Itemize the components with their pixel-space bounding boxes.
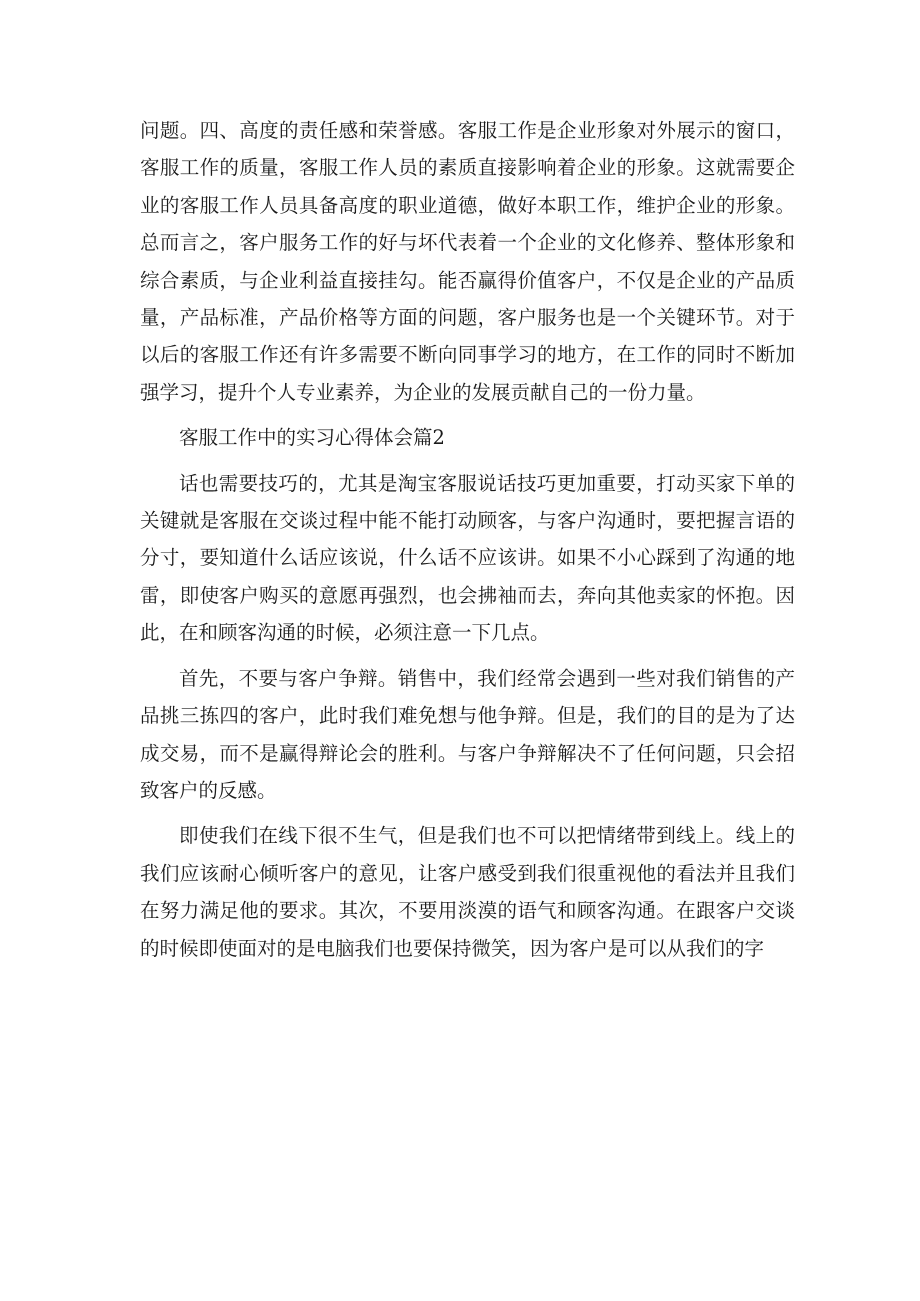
paragraph-intro: 话也需要技巧的，尤其是淘宝客服说话技巧更加重要，打动买家下单的关键就是客服在交谈过程中能不能打动顾客，与客户沟通时，要把握言语的分寸，要知道什么话应该说，什么话不应该讲。如果不小心踩到了沟通的地雷，即使客户购买的意愿再强烈，也会拂袖而去，奔向其他卖家的怀抱。因此，在和顾客沟通的时候，必须注意一下几点。 — [140, 471, 795, 645]
paragraph-first-point: 首先，不要与客户争辩。销售中，我们经常会遇到一些对我们销售的产品挑三拣四的客户，此时我们难免想与他争辩。但是，我们的目的是为了达成交易，而不是赢得辩论会的胜利。与客户争辩解决不了任何问题，只会招致客户的反感。 — [140, 666, 795, 802]
document-body — [140, 112, 795, 967]
paragraph-second-point: 即使我们在线下很不生气，但是我们也不可以把情绪带到线上。线上的我们应该耐心倾听客户的意见，让客户感受到我们很重视他的看法并且我们在努力满足他的要求。其次，不要用淡漠的语气和顾客沟通。在跟客户交谈的时候即使面对的是电脑我们也要保持微笑，因为客户是可以从我们的字 — [140, 824, 795, 960]
section-heading: 客服工作中的实习心得体会篇2 — [179, 426, 445, 450]
paragraph-continuation: 问题。四、高度的责任感和荣誉感。客服工作是企业形象对外展示的窗口，客服工作的质量，客服工作人员的素质直接影响着企业的形象。这就需要企业的客服工作人员具备高度的职业道德，做好本职工作，维护企业的形象。总而言之，客户服务工作的好与坏代表着一个企业的文化修养、整体形象和综合素质，与企业利益直接挂勾。能否赢得价值客户，不仅是企业的产品质量，产品标准，产品价格等方面的问题，客户服务也是一个关键环节。对于以后的客服工作还有许多需要不断向同事学习的地方，在工作的同时不断加强学习，提升个人专业素养，为企业的发展贡献自己的一份力量。 — [140, 119, 795, 404]
